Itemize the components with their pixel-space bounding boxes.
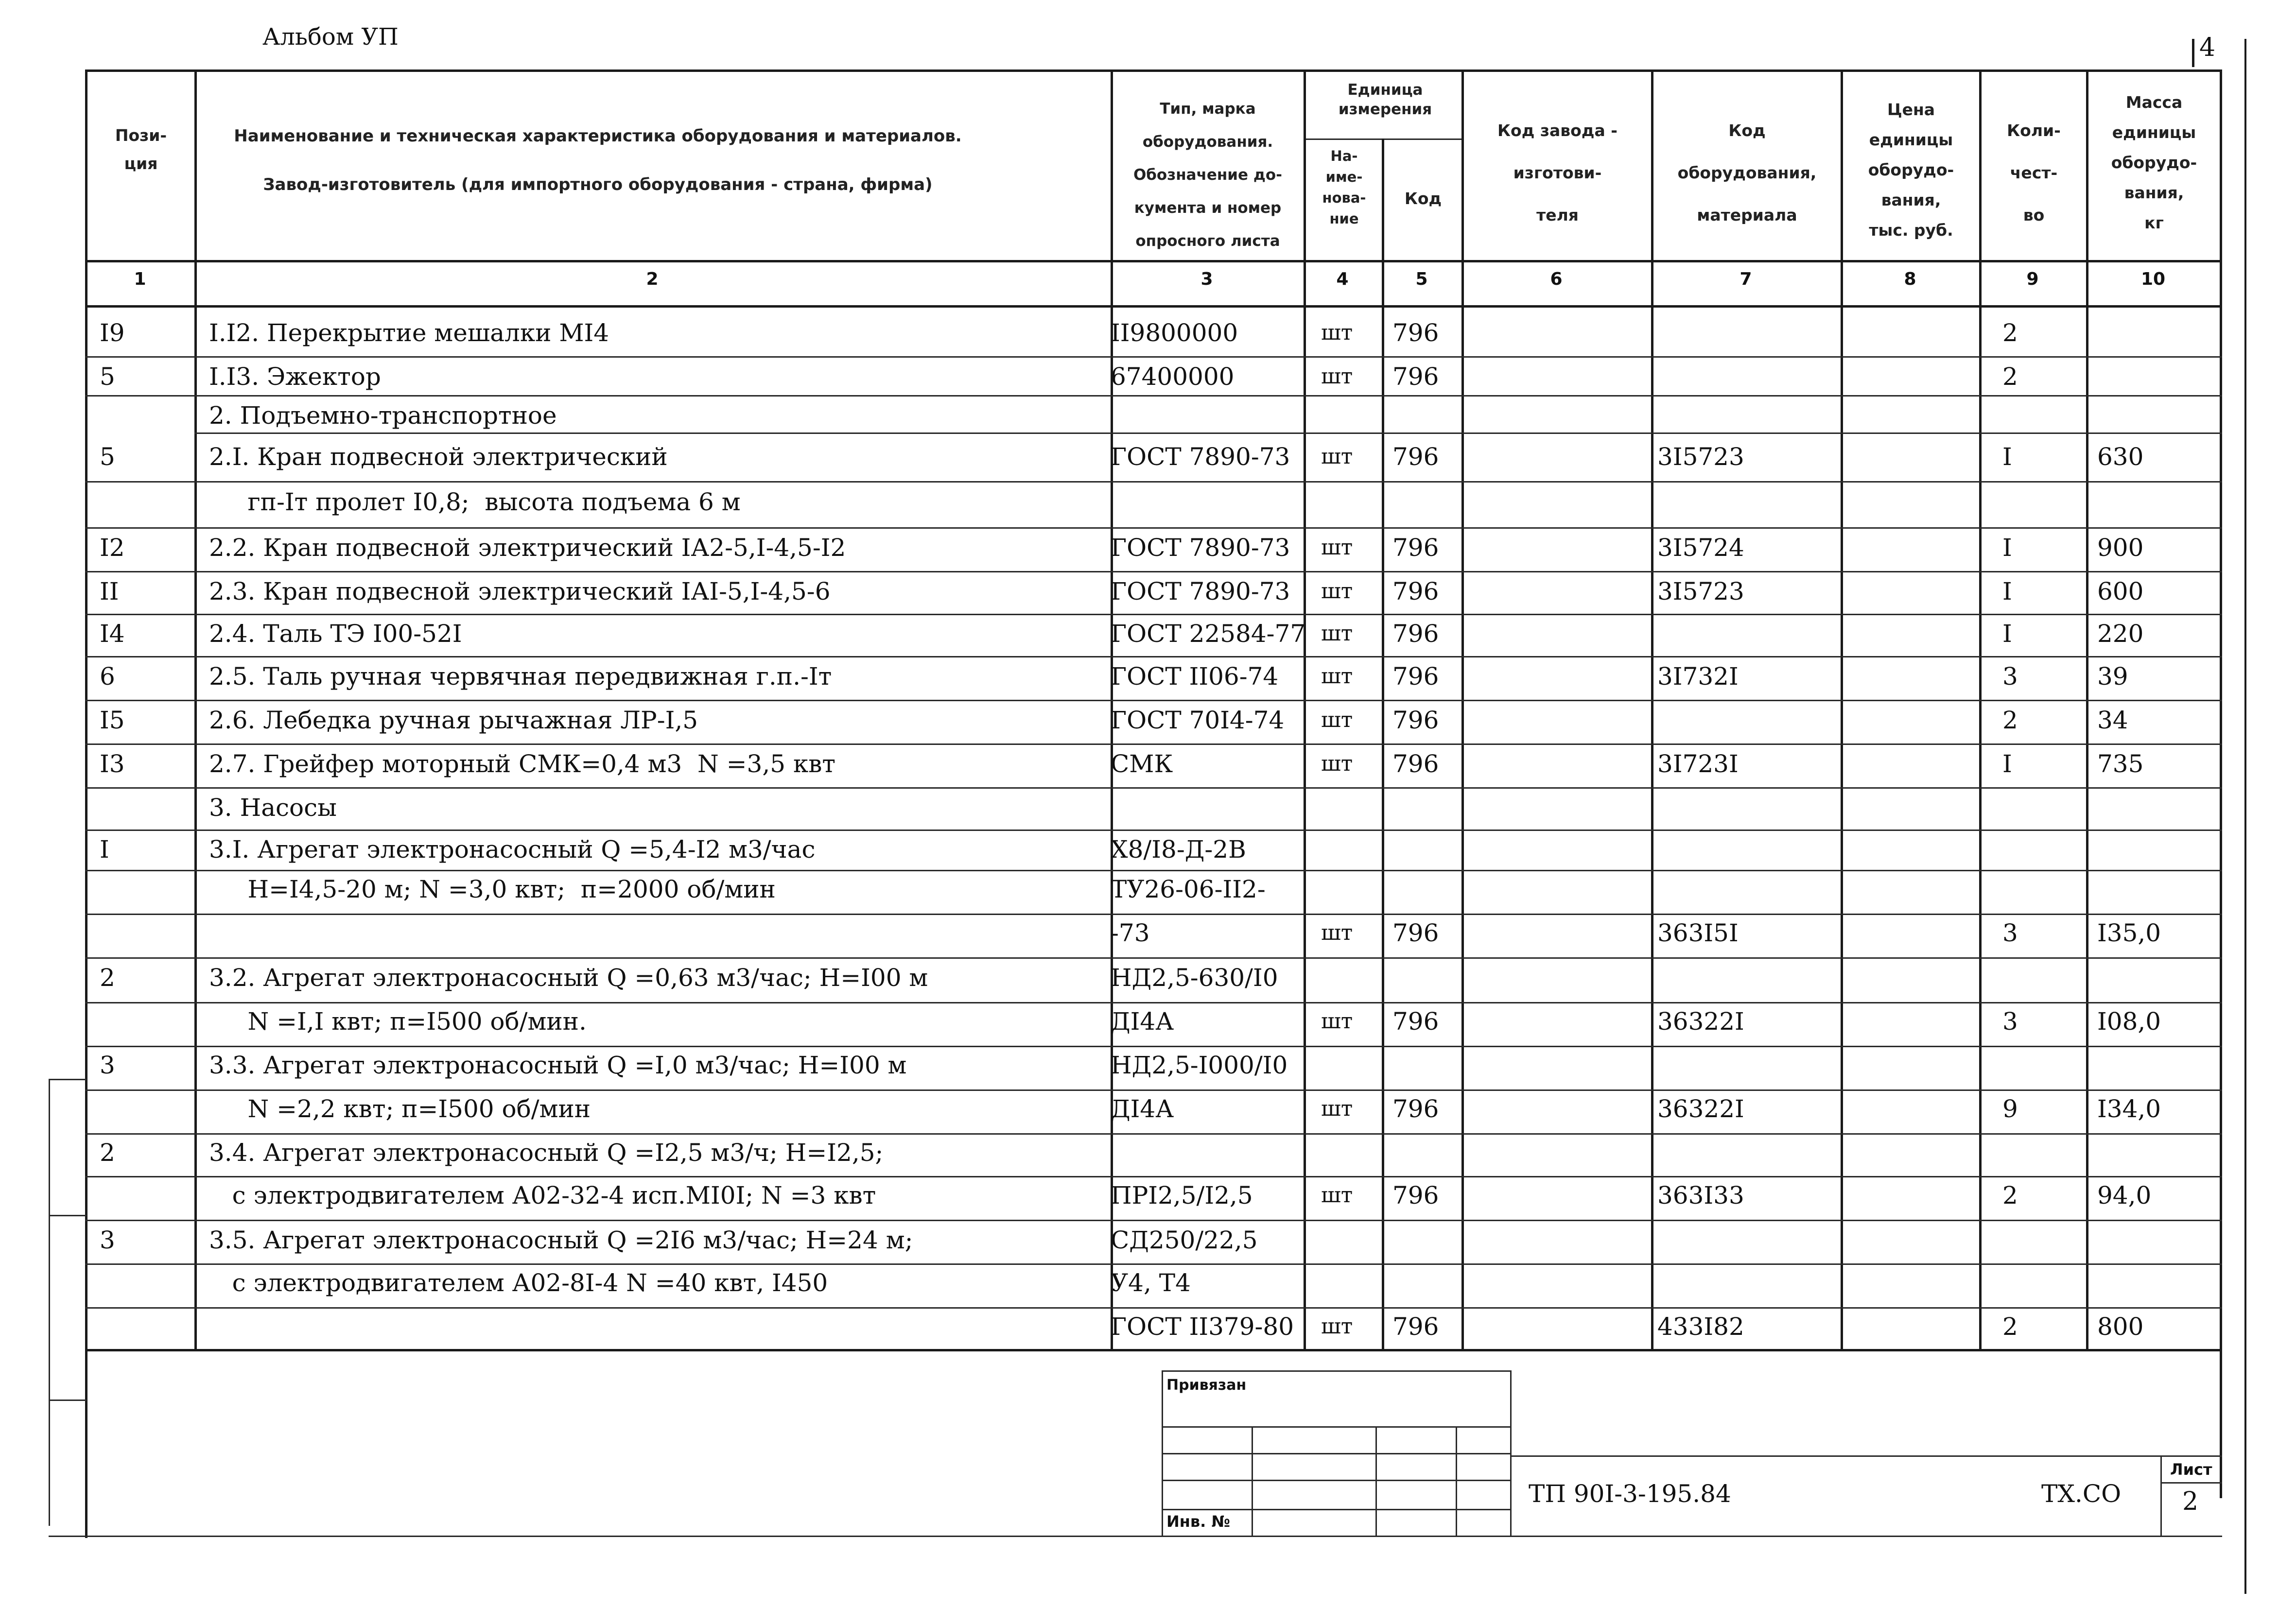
cell-name: 2.2. Кран подвесной электрический IА2-5,I-4,5-I2 [209, 534, 846, 562]
cell-position: I4 [100, 620, 125, 648]
cell-unit-code: 796 [1392, 620, 1439, 648]
header-unit-name: На- име- нова- ние [1322, 148, 1366, 227]
cell-position: 5 [100, 443, 115, 471]
cell-quantity: 3 [2002, 1007, 2018, 1036]
header-plant-code: Код завода - изготови- теля [1497, 121, 1618, 225]
cell-type: ГОСТ 70I4-74 [1111, 706, 1285, 734]
cell-unit-code: 796 [1392, 1313, 1439, 1341]
cell-mass: 735 [2097, 750, 2144, 778]
cell-unit-name: шт [1321, 1009, 1353, 1034]
cell-unit-name: шт [1321, 444, 1353, 469]
cell-type: НД2,5-I000/I0 [1111, 1051, 1288, 1079]
cell-name: 2.4. Таль ТЭ I00-52I [209, 620, 462, 648]
cell-position: 6 [100, 662, 115, 691]
cell-position: I3 [100, 750, 125, 778]
cell-unit-code: 796 [1392, 662, 1439, 691]
cell-name: 3.I. Агрегат электронасосный Q =5,4-I2 м3/час [209, 835, 816, 864]
cell-mass: 800 [2097, 1313, 2144, 1341]
cell-unit-code: 796 [1392, 706, 1439, 734]
cell-type: II9800000 [1111, 319, 1238, 347]
cell-equipment-code: 36322I [1657, 1007, 1744, 1036]
cell-mass: 94,0 [2097, 1181, 2152, 1210]
cell-name: I.I3. Эжектор [209, 363, 381, 391]
cell-name: 2.5. Таль ручная червячная передвижная г.п.-Iт [209, 662, 832, 691]
cell-name: I.I2. Перекрытие мешалки МI4 [209, 319, 609, 347]
cell-quantity: 2 [2002, 1313, 2018, 1341]
cell-unit-name: шт [1321, 1096, 1353, 1121]
cell-mass: I08,0 [2097, 1007, 2161, 1036]
cell-mass: 34 [2097, 706, 2128, 734]
cell-quantity: I [2002, 534, 2012, 562]
cell-unit-name: шт [1321, 535, 1353, 560]
cell-type: ГОСТ II06-74 [1111, 662, 1279, 691]
cell-unit-code: 796 [1392, 1181, 1439, 1210]
cell-quantity: I [2002, 750, 2012, 778]
cell-name: 2.6. Лебедка ручная рычажная ЛР-I,5 [209, 706, 698, 734]
cell-quantity: 3 [2002, 919, 2018, 947]
cell-name: 2.3. Кран подвесной электрический IАI-5,I-4,5-6 [209, 577, 831, 605]
cell-position: I9 [100, 319, 125, 347]
cell-name: 3.2. Агрегат электронасосный Q =0,63 м3/час; Н=I00 м [209, 964, 928, 992]
cell-type: У4, Т4 [1111, 1269, 1191, 1297]
cell-type: ТУ26-06-II2- [1111, 875, 1266, 903]
cell-quantity: I [2002, 620, 2012, 648]
cell-position: 3 [100, 1051, 115, 1079]
cell-unit-name: шт [1321, 579, 1353, 604]
cell-quantity: 2 [2002, 706, 2018, 734]
cell-name: с электродвигателем А02-8I-4 N =40 квт, I450 [209, 1269, 828, 1297]
cell-equipment-code: 3I5723 [1657, 443, 1744, 471]
cell-position: I [100, 835, 109, 864]
cell-name: 2. Подъемно-транспортное [209, 401, 557, 430]
cell-type: ГОСТ 7890-73 [1111, 443, 1290, 471]
cell-name: Н=I4,5-20 м; N =3,0 квт; п=2000 об/мин [209, 875, 776, 903]
cell-unit-code: 796 [1392, 1095, 1439, 1123]
corner-sheet-number: 4 [2199, 33, 2216, 62]
header-mass: Масса единицы оборудо- вания, кг [2111, 93, 2197, 232]
cell-type: НД2,5-630/I0 [1111, 964, 1278, 992]
cell-quantity: I [2002, 443, 2012, 471]
cell-mass: 900 [2097, 534, 2144, 562]
cell-quantity: 9 [2002, 1095, 2018, 1123]
cell-unit-name: шт [1321, 1183, 1353, 1208]
cell-unit-name: шт [1321, 621, 1353, 646]
cell-type: ДI4А [1111, 1095, 1174, 1123]
album-title: Альбом УП [262, 23, 399, 51]
cell-type: ГОСТ 7890-73 [1111, 534, 1290, 562]
cell-name: 3. Насосы [209, 794, 337, 822]
cell-equipment-code: 3I5723 [1657, 577, 1744, 605]
cell-name: 3.3. Агрегат электронасосный Q =I,0 м3/час; Н=I00 м [209, 1051, 907, 1079]
cell-unit-code: 796 [1392, 363, 1439, 391]
cell-name: 2.I. Кран подвесной электрический [209, 443, 668, 471]
cell-type: СД250/22,5 [1111, 1226, 1258, 1254]
cell-equipment-code: 3I5724 [1657, 534, 1744, 562]
cell-quantity: 3 [2002, 662, 2018, 691]
header-unit-code: Код [1404, 189, 1442, 208]
cell-unit-name: шт [1321, 364, 1353, 389]
cell-type: 67400000 [1111, 363, 1235, 391]
cell-position: 2 [100, 1139, 115, 1167]
cell-unit-code: 796 [1392, 443, 1439, 471]
cell-quantity: 2 [2002, 319, 2018, 347]
sheet-label: Лист [2170, 1460, 2212, 1479]
header-price: Цена единицы оборудо- вания, тыс. руб. [1868, 100, 1954, 240]
cell-type: ГОСТ II379-80 [1111, 1313, 1294, 1341]
section-code: ТХ.СО [2041, 1480, 2122, 1508]
cell-mass: 600 [2097, 577, 2144, 605]
cell-name: гп-Iт пролет I0,8; высота подъема 6 м [209, 488, 741, 516]
cell-name: с электродвигателем А02-32-4 исп.МI0I; N =3 квт [209, 1181, 876, 1210]
cell-mass: I34,0 [2097, 1095, 2161, 1123]
cell-quantity: 2 [2002, 363, 2018, 391]
cell-unit-code: 796 [1392, 577, 1439, 605]
cell-position: 2 [100, 964, 115, 992]
document-code: ТП 90I-3-195.84 [1529, 1480, 1731, 1508]
header-position: Пози- ция [115, 126, 167, 173]
header-unit: Единица измерения [1338, 81, 1432, 118]
cell-unit-name: шт [1321, 920, 1353, 945]
cell-equipment-code: 3I723I [1657, 750, 1739, 778]
stamp-inventory-number: Инв. № [1166, 1512, 1230, 1531]
cell-unit-name: шт [1321, 708, 1353, 732]
cell-name: 3.4. Агрегат электронасосный Q =I2,5 м3/ч; Н=I2,5; [209, 1139, 884, 1167]
cell-position: II [100, 577, 119, 605]
cell-quantity: I [2002, 577, 2012, 605]
cell-quantity: 2 [2002, 1181, 2018, 1210]
cell-position: I2 [100, 534, 125, 562]
cell-name: N =2,2 квт; п=I500 об/мин [209, 1095, 591, 1123]
cell-unit-name: шт [1321, 320, 1353, 345]
cell-unit-name: шт [1321, 1314, 1353, 1339]
cell-equipment-code: 363I5I [1657, 919, 1739, 947]
cell-name: 3.5. Агрегат электронасосный Q =2I6 м3/час; Н=24 м; [209, 1226, 913, 1254]
stamp-privyazan: Привязан [1166, 1377, 1247, 1394]
header-quantity: Коли- чест- во [2007, 121, 2061, 225]
cell-unit-name: шт [1321, 751, 1353, 776]
cell-unit-name: шт [1321, 664, 1353, 689]
cell-equipment-code: 3I732I [1657, 662, 1739, 691]
cell-unit-code: 796 [1392, 319, 1439, 347]
cell-equipment-code: 36322I [1657, 1095, 1744, 1123]
header-equipment-code: Код оборудования, материала [1677, 121, 1817, 225]
header-type: Тип, марка оборудования. Обозначение до- кумента и номер опросного листа [1133, 100, 1283, 250]
cell-unit-code: 796 [1392, 919, 1439, 947]
cell-mass: I35,0 [2097, 919, 2161, 947]
sheet-number: 2 [2182, 1487, 2199, 1516]
cell-mass: 39 [2097, 662, 2128, 691]
cell-type: -73 [1111, 919, 1150, 947]
cell-position: 3 [100, 1226, 115, 1254]
cell-mass: 220 [2097, 620, 2144, 648]
cell-unit-code: 796 [1392, 750, 1439, 778]
cell-equipment-code: 363I33 [1657, 1181, 1744, 1210]
cell-type: СМК [1111, 750, 1173, 778]
cell-unit-code: 796 [1392, 1007, 1439, 1036]
cell-type: ГОСТ 22584-77 [1111, 620, 1306, 648]
cell-mass: 630 [2097, 443, 2144, 471]
cell-position: I5 [100, 706, 125, 734]
cell-type: ДI4А [1111, 1007, 1174, 1036]
cell-position: 5 [100, 363, 115, 391]
header-name: Наименование и техническая характеристика оборудования и материалов. Завод-изготовитель (для импортного оборудования - страна, фирма) [234, 126, 962, 194]
cell-type: ГОСТ 7890-73 [1111, 577, 1290, 605]
cell-equipment-code: 433I82 [1657, 1313, 1744, 1341]
cell-type: Х8/I8-Д-2В [1111, 835, 1246, 864]
cell-name: N =I,I квт; п=I500 об/мин. [209, 1007, 587, 1036]
cell-type: ПРI2,5/I2,5 [1111, 1181, 1253, 1210]
cell-unit-code: 796 [1392, 534, 1439, 562]
cell-name: 2.7. Грейфер моторный СМК=0,4 м3 N =3,5 квт [209, 750, 836, 778]
